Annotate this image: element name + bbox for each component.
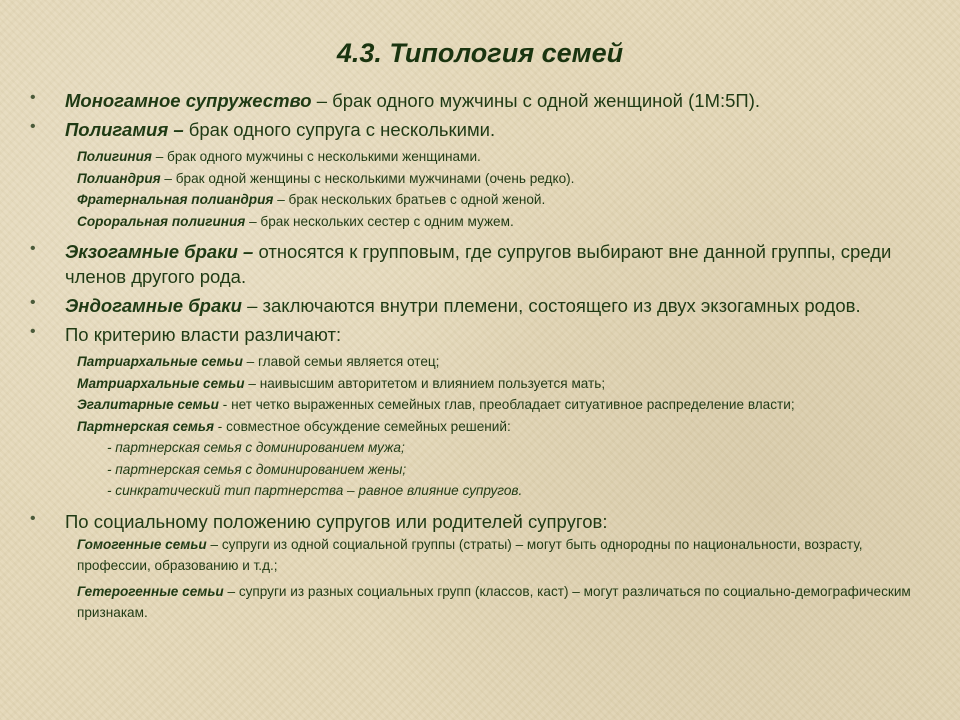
bullet-icon: • bbox=[30, 240, 36, 257]
term: Полиандрия bbox=[77, 170, 161, 186]
bullet-icon: • bbox=[30, 118, 36, 135]
bullet-icon: • bbox=[30, 89, 36, 106]
term: Эгалитарные семьи bbox=[77, 397, 219, 412]
term: Сороральная полигиния bbox=[77, 213, 246, 229]
bullet-social-position bbox=[30, 509, 940, 534]
definition: – брак одной женщины с несколькими мужчинами (очень редко). bbox=[160, 170, 575, 186]
definition: брак одного супруга с несколькими. bbox=[183, 119, 496, 140]
term: Партнерская семья bbox=[77, 418, 215, 434]
sub-sororal-polygyny bbox=[30, 211, 940, 233]
bullet-text: По критерию власти различают: bbox=[65, 324, 342, 345]
bullet-endogamy bbox=[30, 293, 940, 318]
bullet-icon: • bbox=[30, 509, 36, 527]
term: Матриархальные семьи bbox=[77, 375, 245, 391]
slide-title: 4.3. Типология семей bbox=[336, 38, 624, 68]
sub-partnership bbox=[30, 416, 940, 438]
sub-polyandry bbox=[30, 168, 940, 190]
definition: – брак одного мужчины с одной женщиной (1М:5П). bbox=[311, 90, 761, 111]
sub-egalitarian bbox=[30, 394, 940, 416]
dash-wife-dominant: - партнерская семья с доминированием жены; bbox=[107, 461, 407, 477]
sub-fraternal-polyandry bbox=[30, 189, 940, 211]
dash-syncratic: - синкратический тип партнерства – равное влияние супругов. bbox=[107, 483, 523, 498]
bullet-polygamy bbox=[30, 117, 940, 142]
sub-heterogeneous bbox=[30, 581, 940, 624]
definition: – главой семьи является отец; bbox=[242, 354, 440, 369]
definition: – брак нескольких сестер с одним мужем. bbox=[245, 213, 514, 229]
sub-patriarchal bbox=[30, 351, 940, 373]
bullet-monogamy bbox=[30, 88, 940, 113]
bullet-exogamy bbox=[30, 239, 940, 289]
term: Полигамия – bbox=[65, 119, 184, 140]
bullet-icon: • bbox=[30, 323, 36, 340]
term: Эндогамные браки bbox=[65, 295, 242, 316]
bullet-power-criterion bbox=[30, 322, 940, 347]
definition: – брак одного мужчины с несколькими женщинами. bbox=[151, 149, 481, 164]
definition: - нет четко выраженных семейных глав, преобладает ситуативное распределение власти; bbox=[219, 397, 795, 412]
slide-content bbox=[30, 84, 940, 624]
sub-matriarchal bbox=[30, 373, 940, 395]
definition: – супруги из разных социальных групп (классов, каст) – могут различаться по социально-демографическим признакам. bbox=[77, 583, 911, 620]
definition: – наивысшим авторитетом и влиянием пользуется мать; bbox=[244, 375, 606, 391]
term: Фратернальная полиандрия bbox=[77, 192, 274, 207]
definition: - совместное обсуждение семейных решений: bbox=[214, 418, 511, 434]
term: Экзогамные браки – bbox=[65, 241, 254, 262]
term: Полигиния bbox=[77, 149, 152, 164]
sub-homogeneous bbox=[30, 534, 940, 577]
definition: – супруги из одной социальной группы (страты) – могут быть однородны по национальности, возрасту, профессии, образованию и т.д.; bbox=[77, 536, 863, 573]
sub-polygyny bbox=[30, 146, 940, 168]
term: Гетерогенные семьи bbox=[77, 583, 224, 599]
dash-husband-dominant: - партнерская семья с доминированием мужа; bbox=[107, 440, 405, 455]
term: Гомогенные семьи bbox=[77, 536, 207, 552]
definition: – брак нескольких братьев с одной женой. bbox=[273, 192, 546, 207]
definition: относятся к групповым, где супругов выбирают вне данной группы, среди членов другого рода. bbox=[65, 241, 892, 287]
bullet-text: По социальному положению супругов или родителей супругов: bbox=[65, 510, 608, 532]
definition: – заключаются внутри племени, состоящего из двух экзогамных родов. bbox=[241, 295, 861, 316]
term: Патриархальные семьи bbox=[77, 354, 243, 369]
term: Моногамное супружество bbox=[65, 90, 312, 111]
bullet-icon: • bbox=[30, 294, 36, 311]
